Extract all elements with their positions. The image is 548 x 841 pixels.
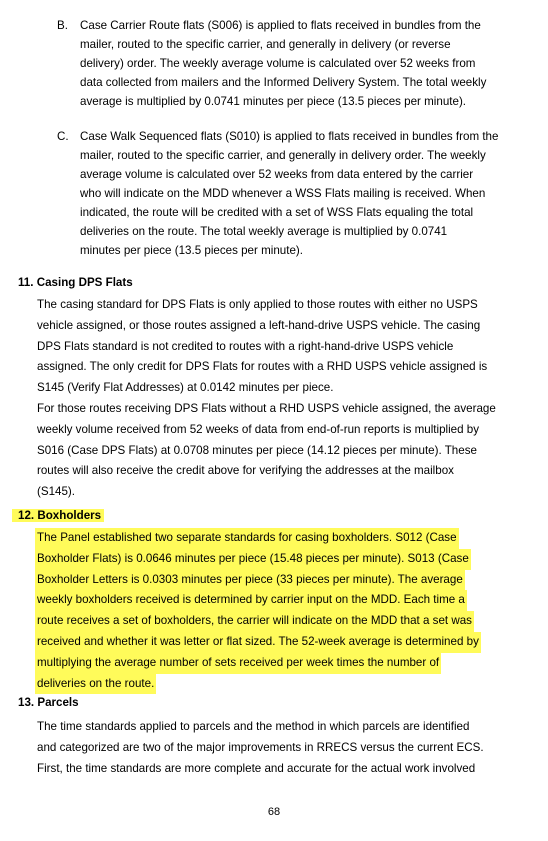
text-line: weekly volume received from 52 weeks of data from end-of-run reports is multiplied by [37,422,480,436]
highlighted-text-line: The Panel established two separate standards for casing boxholders. S012 (Case [35,528,459,549]
text-line: S145 (Verify Flat Addresses) at 0.0142 minutes per piece. [37,381,334,395]
text-line: The casing standard for DPS Flats is only applied to those routes with either no USPS [37,298,478,311]
text-line: indicated, the route will be credited with a set of WSS Flats equaling the total [80,206,474,219]
text-line: The time standards applied to parcels and the method in which parcels are identified [37,720,470,733]
text-line: average is multiplied by 0.0741 minutes per piece (13.5 pieces per minute). [80,95,467,108]
section-paragraph [37,295,542,503]
text-line: delivery) order. The weekly average volume is calculated over 52 weeks from [80,57,476,70]
section-paragraph-highlighted [37,528,542,694]
text-line: routes will also receive the credit above for verifying the addresses at the mailbox [37,464,454,478]
text-line: assigned. The only credit for DPS Flats for routes with a RHD USPS vehicle assigned is [37,360,488,374]
text-line: and categorized are two of the major improvements in RRECS versus the current ECS. [37,740,484,754]
text-line: mailer, routed to the specific carrier, and generally in delivery (or reverse [80,38,451,51]
list-item-text [80,127,542,260]
highlighted-text-line: weekly boxholders received is determined by carrier input on the MDD. Each time a [35,590,467,611]
text-line: vehicle assigned, or those routes assigned a left-hand-drive USPS vehicle. The casing [37,318,481,332]
highlighted-text-line: multiplying the average number of sets received per week times the number of [35,653,441,674]
highlighted-heading: 12. Boxholders [12,509,104,522]
list-letter: B. [57,19,68,32]
text-line: data collected from mailers and the Informed Delivery System. The total weekly [80,76,487,89]
text-line: minutes per piece (13.5 pieces per minute). [80,244,303,257]
list-item-text [80,16,542,111]
text-line: DPS Flats standard is not credited to routes with a right-hand-drive USPS vehicle [37,339,454,353]
highlighted-text-line: route receives a set of boxholders, the carrier will indicate on the MDD that a set was [35,611,474,632]
highlighted-text-line: deliveries on the route. [35,674,156,695]
text-line: mailer, routed to the specific carrier, and generally in delivery order. The weekly [80,149,486,162]
text-line: average volume is calculated over 52 weeks from data entered by the carrier [80,168,474,181]
text-line: (S145). [37,485,76,499]
text-line: Case Carrier Route flats (S006) is applied to flats received in bundles from the [80,19,481,32]
highlighted-text-line: Boxholder Letters is 0.0303 minutes per piece (33 pieces per minute). The average [35,570,465,591]
highlighted-text-line: received and whether it was letter or flat sized. The 52-week average is determined by [35,632,481,653]
text-line: Case Walk Sequenced flats (S010) is applied to flats received in bundles from the [80,130,499,143]
highlighted-text-line: Boxholder Flats) is 0.0646 minutes per piece (15.48 pieces per minute). S013 (Case [35,549,471,570]
section-heading: 11. Casing DPS Flats [18,276,133,289]
text-line: who will indicate on the MDD whenever a WSS Flats mailing is received. When [80,187,486,200]
section-paragraph [37,717,542,779]
text-line: deliveries on the route. The total weekly average is multiplied by 0.0741 [80,225,448,238]
page-number: 68 [267,806,281,818]
text-line: First, the time standards are more complete and accurate for the actual work involved [37,761,476,775]
text-line: For those routes receiving DPS Flats without a RHD USPS vehicle assigned, the average [37,401,496,415]
text-line: S016 (Case DPS Flats) at 0.0708 minutes per piece (14.12 pieces per minute). These [37,443,477,457]
list-letter: C. [57,130,69,143]
section-heading [12,509,104,522]
section-heading: 13. Parcels [18,696,79,709]
